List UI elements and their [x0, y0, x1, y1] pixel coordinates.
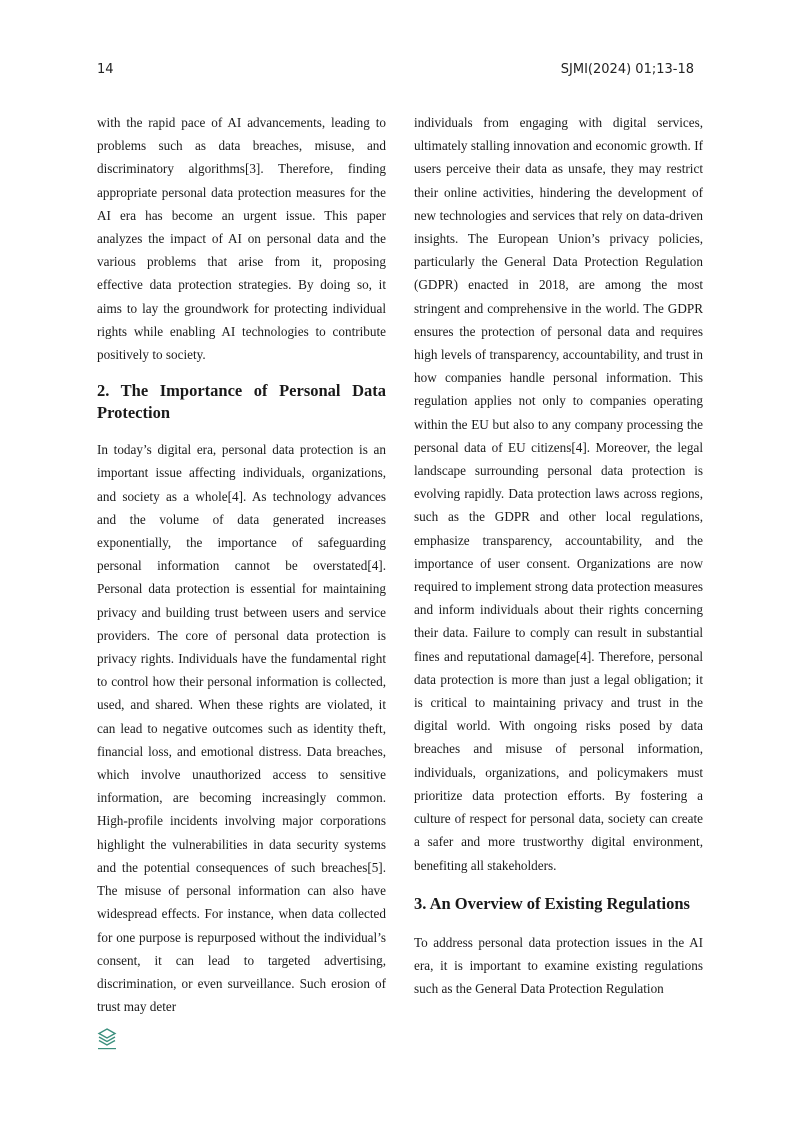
section-3-heading: 3. An Overview of Existing Regulations: [414, 893, 690, 913]
page-number: 14: [97, 62, 114, 77]
left-column: [97, 111, 386, 1018]
journal-reference: SJMI(2024) 01;13-18: [560, 62, 694, 77]
publisher-logo-icon: [96, 1027, 118, 1051]
section-3-paragraph: To address personal data protection issues in the AI era, it is important to examine existing regulations such as the General Data Protection Regulation: [414, 934, 703, 997]
section-2-heading: 2. The Importance of Personal Data Protection: [97, 381, 386, 423]
section-2-paragraph: In today’s digital era, personal data protection is an important issue affecting individuals, organizations, and society as a whole[4]. As technology advances and the volume of data generated increases exponentially, the importance of safeguarding personal information cannot be overstated[4]. Personal data protection is essential for maintaining privacy and building trust between users and service providers. The core of personal data protection is privacy rights. Individuals have the fundamental right to control how their personal information is collected, used, and shared. When these rights are violated, it can lead to negative outcomes such as identity theft, financial loss, and emotional distress. Data breaches, which involve unauthorized access to sensitive information, are becoming increasingly common. High-profile incidents involving major corporations highlight the vulnerabilities in data security systems and the potential consequences of such breaches[5]. The misuse of personal information can also have widespread effects. For instance, when data collected for one purpose is repurposed without the individual’s consent, it can lead to targeted advertising, discrimination, or even surveillance. Such erosion of trust may deter: [97, 442, 386, 1015]
section-2-paragraph-continued: individuals from engaging with digital services, ultimately stalling innovation and economic growth. If users perceive their data as unsafe, they may restrict their online activities, hindering the development of new technologies and services that rely on data-driven insights. The European Union’s privacy policies, particularly the General Data Protection Regulation (GDPR) enacted in 2018, are among the most stringent and comprehensive in the world. The GDPR ensures the protection of personal data and requires high levels of transparency, accountability, and trust in how companies handle personal information. This regulation applies not only to companies operating within the EU but also to any company processing the personal data of EU citizens[4]. Moreover, the legal landscape surrounding personal data protection is evolving rapidly. Data protection laws across regions, such as the GDPR and other local regulations, emphasize transparency, accountability, and the importance of user consent. Organizations are now required to implement strong data protection measures and inform individuals about their rights concerning their data. Failure to comply can result in substantial fines and reputational damage[4]. Therefore, personal data protection is more than just a legal obligation; it is critical to maintaining privacy and trust in the digital world. With ongoing risks posed by data breaches and misuse of personal information, individuals, organizations, and policymakers must prioritize data protection efforts. By fostering a culture of respect for personal data, society can create a safer and more trustworthy digital environment, benefiting all stakeholders.: [414, 115, 703, 873]
right-column: [414, 111, 703, 1000]
intro-paragraph-continued: with the rapid pace of AI advancements, leading to problems such as data breaches, misuse, and discriminatory algorithms[3]. Therefore, finding appropriate personal data protection measures for the AI era has become an urgent issue. This paper analyzes the impact of AI on personal data and the various problems that arise from it, proposing effective data protection strategies. By doing so, it aims to lay the groundwork for protecting individual rights while enabling AI technologies to contribute positively to society.: [97, 115, 386, 363]
